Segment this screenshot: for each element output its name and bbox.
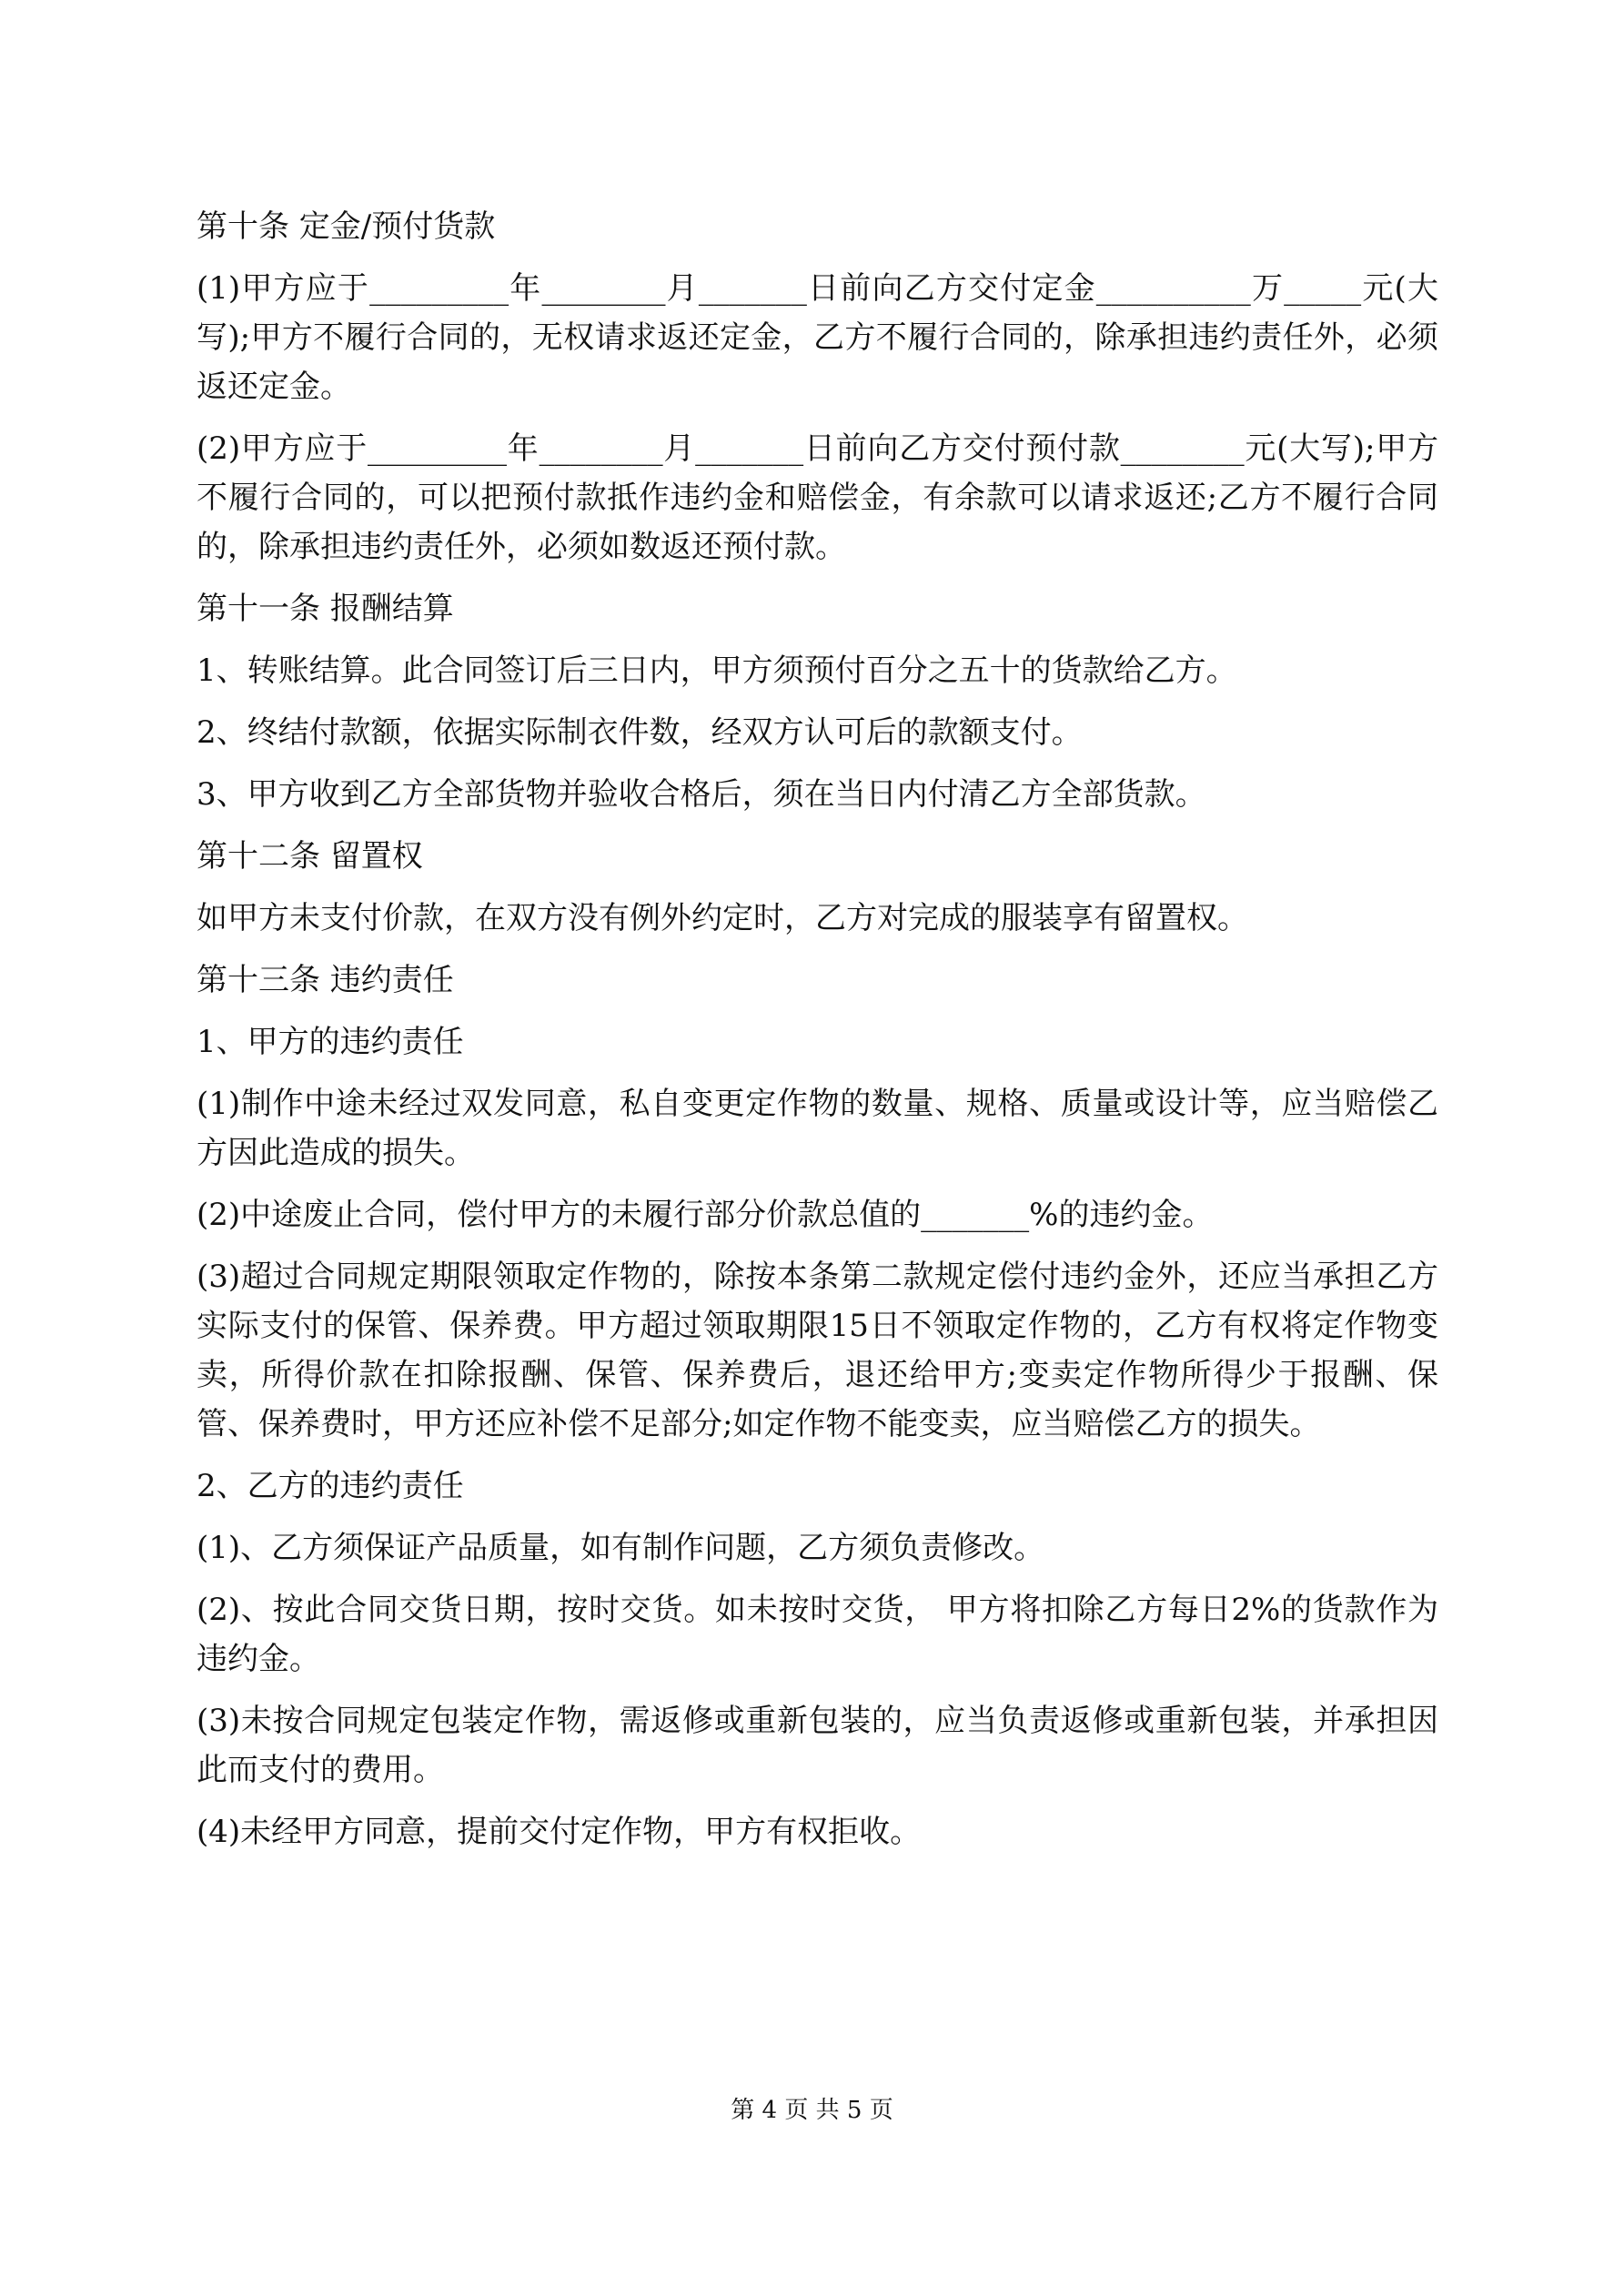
article-10-clause-2: (2)甲方应于_________年________月_______日前向乙方交付预付款________元(大写);甲方不履行合同的，可以把预付款抵作违约金和赔偿金，有余款可以请求返还;乙方不履行合同的，除承担违约责任外，必须如数返还预付款。 bbox=[197, 430, 1438, 565]
party-b-liability-heading: 2、乙方的违约责任 bbox=[197, 1468, 464, 1504]
party-b-liability-1: (1)、乙方须保证产品质量，如有制作问题，乙方须负责修改。 bbox=[197, 1530, 1045, 1566]
article-10-heading: 第十条 定金/预付货款 bbox=[197, 208, 496, 245]
article-11-heading: 第十一条 报酬结算 bbox=[197, 591, 454, 627]
article-11-item-2: 2、终结付款额，依据实际制衣件数，经双方认可后的款额支付。 bbox=[197, 714, 1083, 751]
party-b-liability-2: (2)、按此合同交货日期，按时交货。如未按时交货， 甲方将扣除乙方每日2%的货款作为违约金。 bbox=[197, 1592, 1438, 1677]
party-b-liability-4: (4)未经甲方同意，提前交付定作物，甲方有权拒收。 bbox=[197, 1814, 922, 1850]
article-11-item-1: 1、转账结算。此合同签订后三日内，甲方须预付百分之五十的货款给乙方。 bbox=[197, 652, 1237, 689]
article-12-text: 如甲方未支付价款，在双方没有例外约定时，乙方对完成的服装享有留置权。 bbox=[197, 900, 1248, 936]
party-a-liability-2: (2)中途废止合同，偿付甲方的未履行部分价款总值的_______%的违约金。 bbox=[197, 1197, 1214, 1233]
article-13-heading: 第十三条 违约责任 bbox=[197, 962, 454, 998]
party-a-liability-1: (1)制作中途未经过双发同意，私自变更定作物的数量、规格、质量或设计等，应当赔偿乙方因此造成的损失。 bbox=[197, 1086, 1438, 1171]
page-footer: 第 4 页 共 5 页 bbox=[731, 2097, 893, 2124]
article-11-item-3: 3、甲方收到乙方全部货物并验收合格后，须在当日内付清乙方全部货款。 bbox=[197, 776, 1206, 813]
party-b-liability-3: (3)未按合同规定包装定作物，需返修或重新包装的，应当负责返修或重新包装，并承担因此而支付的费用。 bbox=[197, 1703, 1438, 1788]
article-10-clause-1: (1)甲方应于_________年________月_______日前向乙方交付定金__________万_____元(大写);甲方不履行合同的，无权请求返还定金，乙方不履行合同的，除承担违约责任外，必须返还定金。 bbox=[197, 270, 1438, 405]
document-body bbox=[197, 202, 1438, 1869]
party-a-liability-3: (3)超过合同规定期限领取定作物的，除按本条第二款规定偿付违约金外，还应当承担乙方实际支付的保管、保养费。甲方超过领取期限15日不领取定作物的，乙方有权将定作物变卖，所得价款在扣除报酬、保管、保养费后，退还给甲方;变卖定作物所得少于报酬、保管、保养费时，甲方还应补偿不足部分;如定作物不能变卖，应当赔偿乙方的损失。 bbox=[197, 1259, 1438, 1442]
article-12-heading: 第十二条 留置权 bbox=[197, 838, 423, 875]
party-a-liability-heading: 1、甲方的违约责任 bbox=[197, 1024, 464, 1060]
